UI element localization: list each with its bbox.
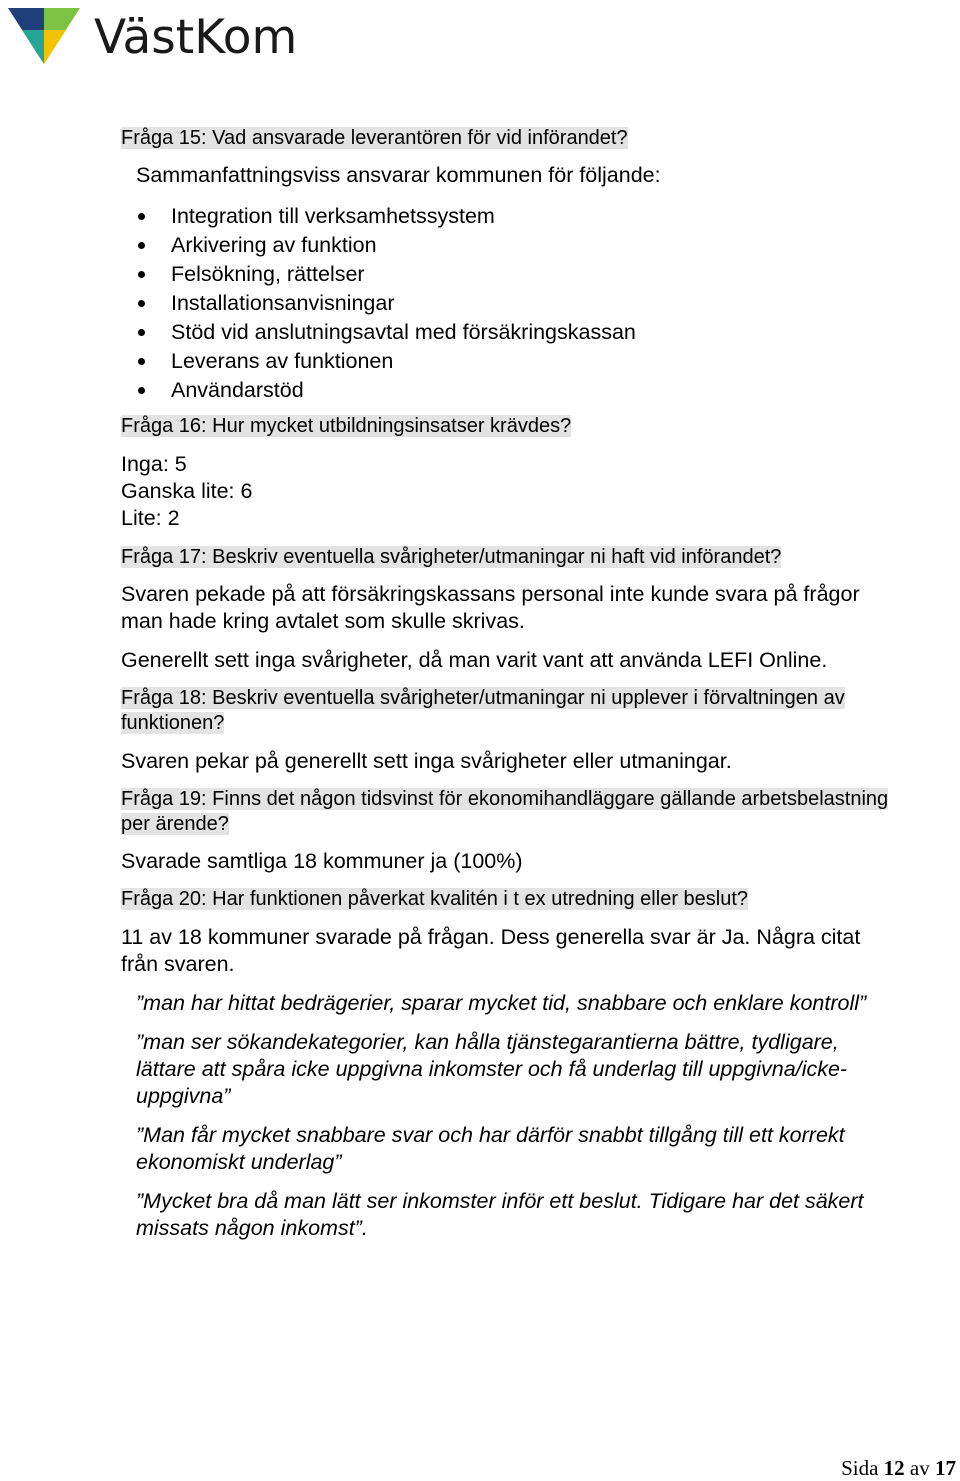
question-15: Fråga 15: Vad ansvarade leverantören för vid införandet? — [121, 127, 628, 149]
question-18-line-2: funktionen? — [121, 712, 225, 734]
bullet-icon — [138, 242, 145, 249]
list-item: Arkivering av funktion — [136, 231, 636, 260]
question-19-line-1: Fråga 19: Finns det någon tidsvinst för ekonomihandläggare gällande arbetsbelastning — [121, 788, 889, 810]
list-item: Stöd vid anslutningsavtal med försäkringskassan — [136, 318, 636, 347]
list-item: Felsökning, rättelser — [136, 260, 636, 289]
bullet-icon — [138, 271, 145, 278]
question-18-line-1: Fråga 18: Beskriv eventuella svårigheter/utmaningar ni upplever i förvaltningen av — [121, 687, 845, 709]
q17-answer-line-2: man hade kring avtalet som skulle skrivas. — [121, 609, 525, 633]
q20-answer-line-1: 11 av 18 kommuner svarade på frågan. Dess generella svar är Ja. Några citat — [121, 925, 861, 949]
vastkom-logo — [8, 4, 308, 70]
bullet-icon — [138, 387, 145, 394]
bullet-icon — [138, 213, 145, 220]
question-20: Fråga 20: Har funktionen påverkat kvalitén i t ex utredning eller beslut? — [121, 888, 749, 910]
quote-1: ”man har hittat bedrägerier, sparar mycket tid, snabbare och enklare kontroll” — [136, 991, 867, 1015]
list-item: Installationsanvisningar — [136, 289, 636, 318]
question-16: Fråga 16: Hur mycket utbildningsinsatser krävdes? — [121, 415, 572, 437]
list-item: Användarstöd — [136, 376, 636, 405]
question-19-line-2: per ärende? — [121, 813, 229, 835]
bullet-icon — [138, 300, 145, 307]
q15-intro: Sammanfattningsviss ansvarar kommunen för följande: — [136, 163, 661, 187]
page-number: Sida 12 av 17 — [841, 1456, 956, 1480]
vastkom-logo-icon — [8, 6, 80, 68]
quote-3: ”Man får mycket snabbare svar och har därför snabbt tillgång till ett korrekt ekonomiskt underlag” — [136, 1123, 845, 1174]
q16-answer-quite-little: Ganska lite: 6 — [121, 479, 253, 503]
q17-answer-2: Generellt sett inga svårigheter, då man varit vant att använda LEFI Online. — [121, 648, 828, 672]
q20-answer-line-2: från svaren. — [121, 952, 235, 976]
question-17: Fråga 17: Beskriv eventuella svårigheter/utmaningar ni haft vid införandet? — [121, 546, 782, 568]
logo-text: VästKom — [94, 10, 298, 65]
bullet-icon — [138, 358, 145, 365]
quote-4: ”Mycket bra då man lätt ser inkomster inför ett beslut. Tidigare har det säkert missats någon inkomst”. — [136, 1189, 864, 1240]
q16-answer-none: Inga: 5 — [121, 452, 187, 476]
bullet-icon — [138, 329, 145, 336]
q17-answer-line-1: Svaren pekade på att försäkringskassans personal inte kunde svara på frågor — [121, 582, 860, 606]
list-item: Leverans av funktionen — [136, 347, 636, 376]
q18-answer: Svaren pekar på generellt sett inga svårigheter eller utmaningar. — [121, 749, 732, 773]
list-item: Integration till verksamhetssystem — [136, 202, 636, 231]
q16-answer-little: Lite: 2 — [121, 506, 180, 530]
q15-list — [136, 202, 636, 405]
quote-2: ”man ser sökandekategorier, kan hålla tjänstegarantierna bättre, tydligare, lättare att spåra icke uppgivna inkomster och få underlag till uppgivna/icke- uppgivna” — [136, 1030, 848, 1108]
q19-answer: Svarade samtliga 18 kommuner ja (100%) — [121, 849, 523, 873]
